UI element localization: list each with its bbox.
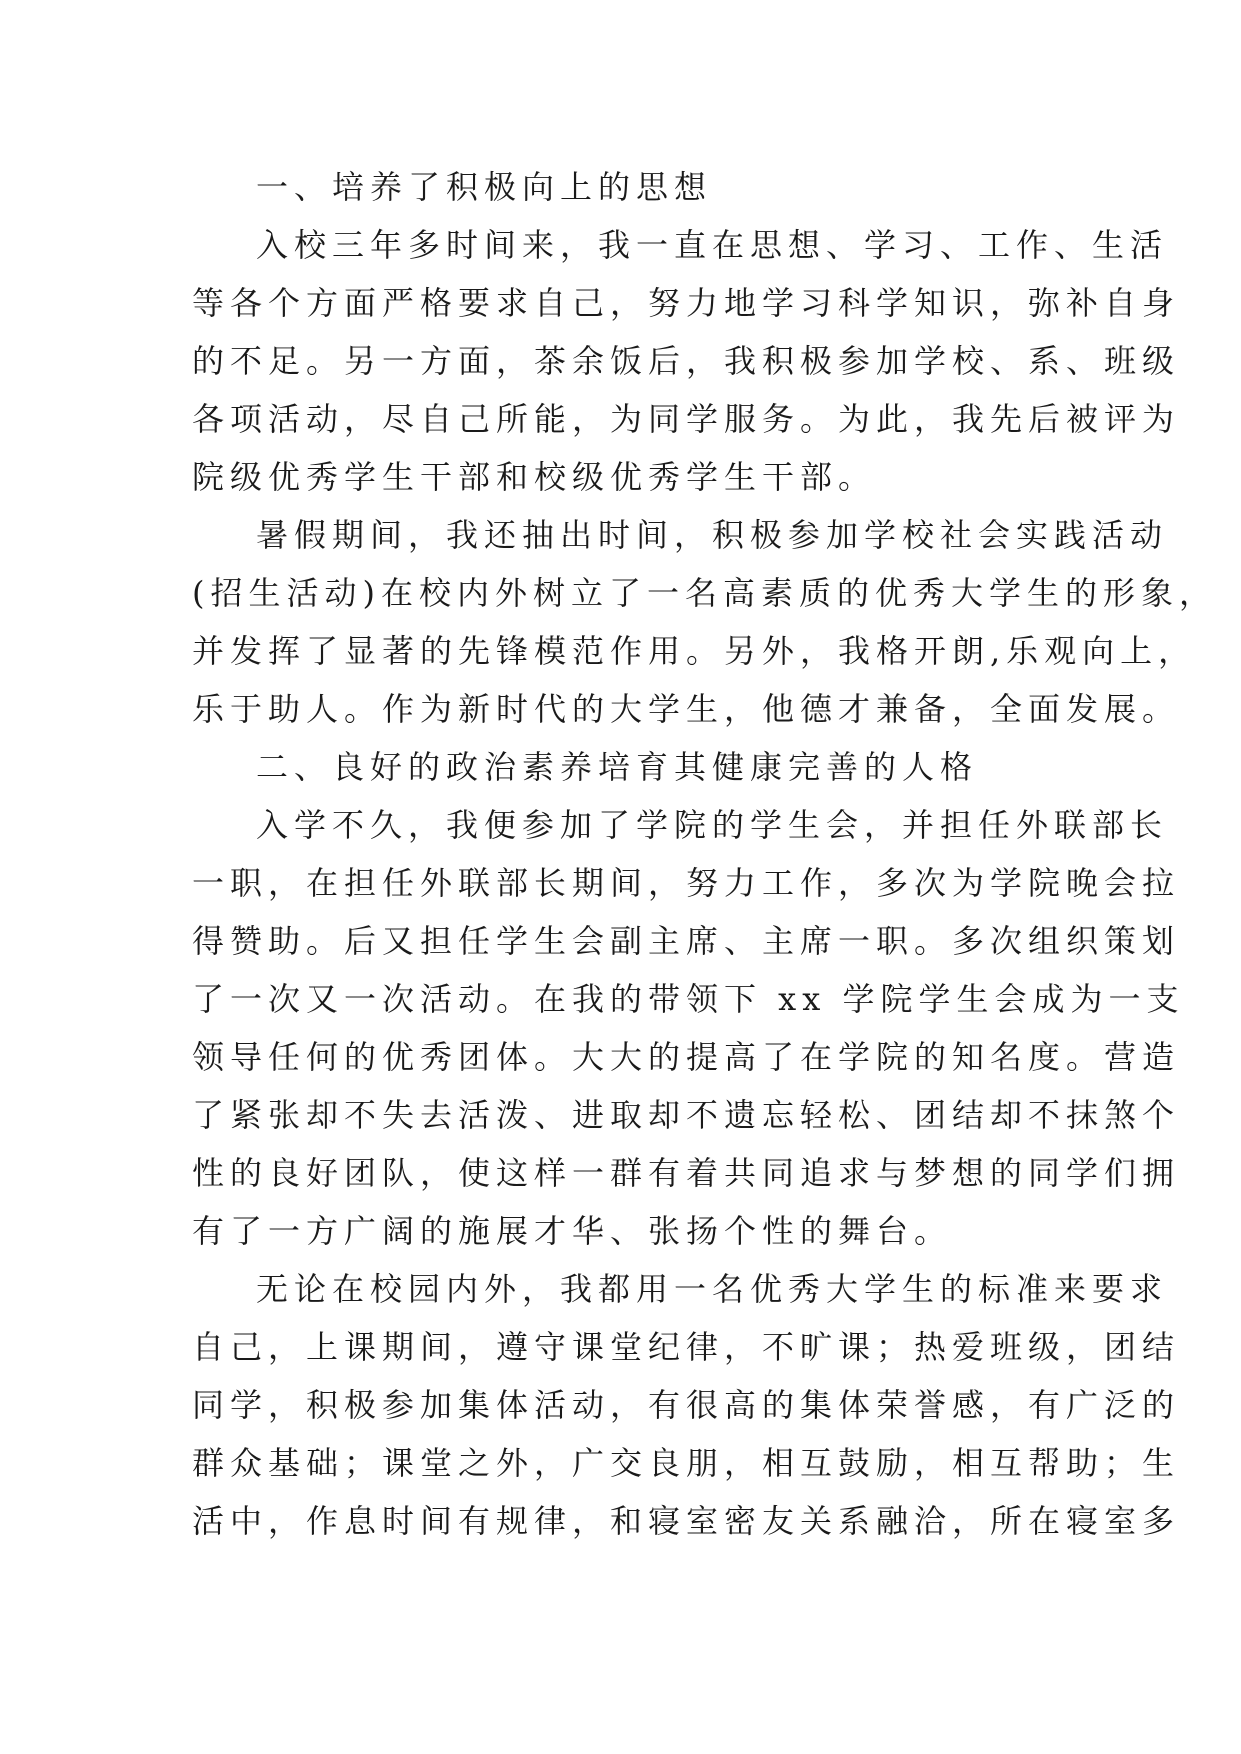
paragraph-line: (招生活动)在校内外树立了一名高素质的优秀大学生的形象， (192, 574, 1217, 612)
paragraph-line: 等各个方面严格要求自己，努力地学习科学知识，弥补自身 (192, 284, 1181, 322)
document-body (192, 158, 1217, 1550)
paragraph-line: 性的良好团队，使这样一群有着共同追求与梦想的同学们拥 (192, 1154, 1181, 1192)
section-heading-2: 二、良好的政治素养培育其健康完善的人格 (256, 748, 979, 786)
paragraph-line: 自己，上课期间，遵守课堂纪律，不旷课；热爱班级，团结 (192, 1328, 1181, 1366)
paragraph-line: 活中，作息时间有规律，和寝室密友关系融洽，所在寝室多 (192, 1502, 1181, 1540)
paragraph-line: 了一次又一次活动。在我的带领下 xx 学院学生会成为一支 (192, 980, 1185, 1018)
paragraph-line: 院级优秀学生干部和校级优秀学生干部。 (192, 458, 877, 496)
paragraph-line: 的不足。另一方面，茶余饭后，我积极参加学校、系、班级 (192, 342, 1181, 380)
paragraph-line: 入校三年多时间来，我一直在思想、学习、工作、生活 (256, 226, 1169, 264)
paragraph-line: 同学，积极参加集体活动，有很高的集体荣誉感，有广泛的 (192, 1386, 1181, 1424)
paragraph-line: 各项活动，尽自己所能，为同学服务。为此，我先后被评为 (192, 400, 1181, 438)
paragraph-line: 群众基础；课堂之外，广交良朋，相互鼓励，相互帮助；生 (192, 1444, 1181, 1482)
paragraph-line: 有了一方广阔的施展才华、张扬个性的舞台。 (192, 1212, 953, 1250)
paragraph-line: 领导任何的优秀团体。大大的提高了在学院的知名度。营造 (192, 1038, 1181, 1076)
section-heading-1: 一、培养了积极向上的思想 (256, 168, 713, 206)
paragraph-line: 乐于助人。作为新时代的大学生，他德才兼备，全面发展。 (192, 690, 1181, 728)
paragraph-line: 暑假期间，我还抽出时间，积极参加学校社会实践活动 (256, 516, 1169, 554)
paragraph-line: 入学不久，我便参加了学院的学生会，并担任外联部长 (256, 806, 1169, 844)
paragraph-line: 了紧张却不失去活泼、进取却不遗忘轻松、团结却不抹煞个 (192, 1096, 1181, 1134)
paragraph-line: 并发挥了显著的先锋模范作用。另外，我格开朗,乐观向上， (192, 632, 1197, 670)
paragraph-line: 一职，在担任外联部长期间，努力工作，多次为学院晚会拉 (192, 864, 1181, 902)
paragraph-line: 无论在校园内外，我都用一名优秀大学生的标准来要求 (256, 1270, 1169, 1308)
paragraph-line: 得赞助。后又担任学生会副主席、主席一职。多次组织策划 (192, 922, 1181, 960)
